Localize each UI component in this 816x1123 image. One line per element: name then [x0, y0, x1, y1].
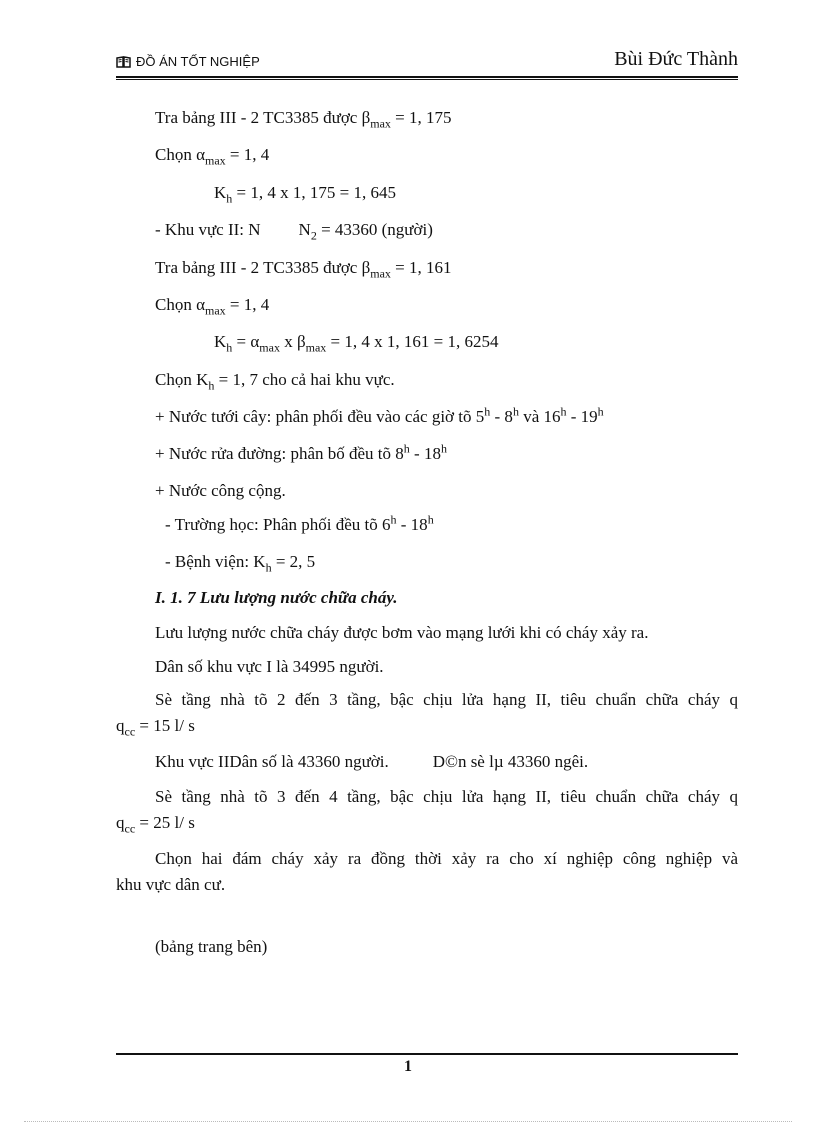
- section-heading: I. 1. 7 Lưu lượng nước chữa cháy.: [155, 588, 398, 607]
- line-5: Tra bảng III - 2 TC3385 được $\beta_{max} = 1$, 161: [155, 258, 452, 281]
- header-rule: [116, 76, 738, 78]
- line-10: + Nước rửa đường: phân bố đều tõ 8$^h$ - 18$^h$: [155, 441, 447, 463]
- header-rule-thin: [116, 79, 738, 80]
- paragraph-6-line-2: khu vực dân cư.: [116, 875, 226, 894]
- book-icon: [116, 56, 131, 68]
- header-title: ĐỒ ÁN TỐT NGHIỆP: [136, 54, 260, 69]
- paragraph-4: Khu vực IIDân số là 43360 người. D©n sè lµ 43360 ngêi.: [155, 752, 589, 771]
- line-7: $K_h = \alpha_{max}$ x $\beta_{max} = 1$, 4 x 1, 161 = 1, 6254: [214, 332, 499, 355]
- line-1: Tra bảng III - 2 TC3385 được $\beta_{max} = 1$, 175: [155, 108, 452, 131]
- paragraph-1: Lưu lượng nước chữa cháy được bơm vào mạng lưới khi có cháy xảy ra.: [155, 623, 649, 642]
- header-author: Bùi Đức Thành: [614, 48, 738, 70]
- page-edge: [24, 1121, 792, 1122]
- paragraph-2: Dân số khu vực I là 34995 người.: [155, 657, 384, 676]
- footer-rule: [116, 1053, 738, 1055]
- line-4: - Khu vực II: N $N_2 = 43360$ (người): [155, 220, 433, 243]
- line-11: + Nước công cộng.: [155, 481, 286, 500]
- paragraph-3-line-1: Sè tầng nhà tõ 2 đến 3 tầng, bậc chịu lửa hạng II, tiêu chuẩn chữa cháy q: [155, 690, 738, 709]
- line-12: - Trường học: Phân phối đều tõ 6$^h$ - 18$^h$: [165, 512, 434, 534]
- paragraph-6-line-1: Chọn hai đám cháy xảy ra đồng thời xảy ra cho xí nghiệp công nghiệp và: [155, 849, 738, 868]
- page-number: 1: [404, 1058, 412, 1075]
- line-9: + Nước tưới cây: phân phối đều vào các giờ tõ 5$^h$ - 8$^h$ và 16$^h$ - 19$^h$: [155, 404, 604, 426]
- line-13: - Bệnh viện: $K_h = 2$, 5: [165, 552, 316, 575]
- paragraph-7: (bảng trang bên): [155, 937, 268, 956]
- paragraph-3-line-2: $q_{cc} = 15$ l/ s: [116, 716, 195, 739]
- paragraph-5-line-2: $q_{cc} = 25$ l/ s: [116, 813, 195, 836]
- line-6: Chọn $\alpha_{max} = 1$, 4: [155, 295, 270, 318]
- paragraph-5-line-1: Sè tầng nhà tõ 3 đến 4 tầng, bậc chịu lửa hạng II, tiêu chuẩn chữa cháy q: [155, 787, 738, 806]
- header-left: [116, 54, 260, 69]
- line-2: Chọn $\alpha_{max} = 1$, 4: [155, 145, 270, 168]
- line-8: Chọn $K_h = 1$, 7 cho cả hai khu vực.: [155, 370, 395, 393]
- line-3: $K_h = 1$, 4 x 1, 175 = 1, 645: [214, 183, 396, 206]
